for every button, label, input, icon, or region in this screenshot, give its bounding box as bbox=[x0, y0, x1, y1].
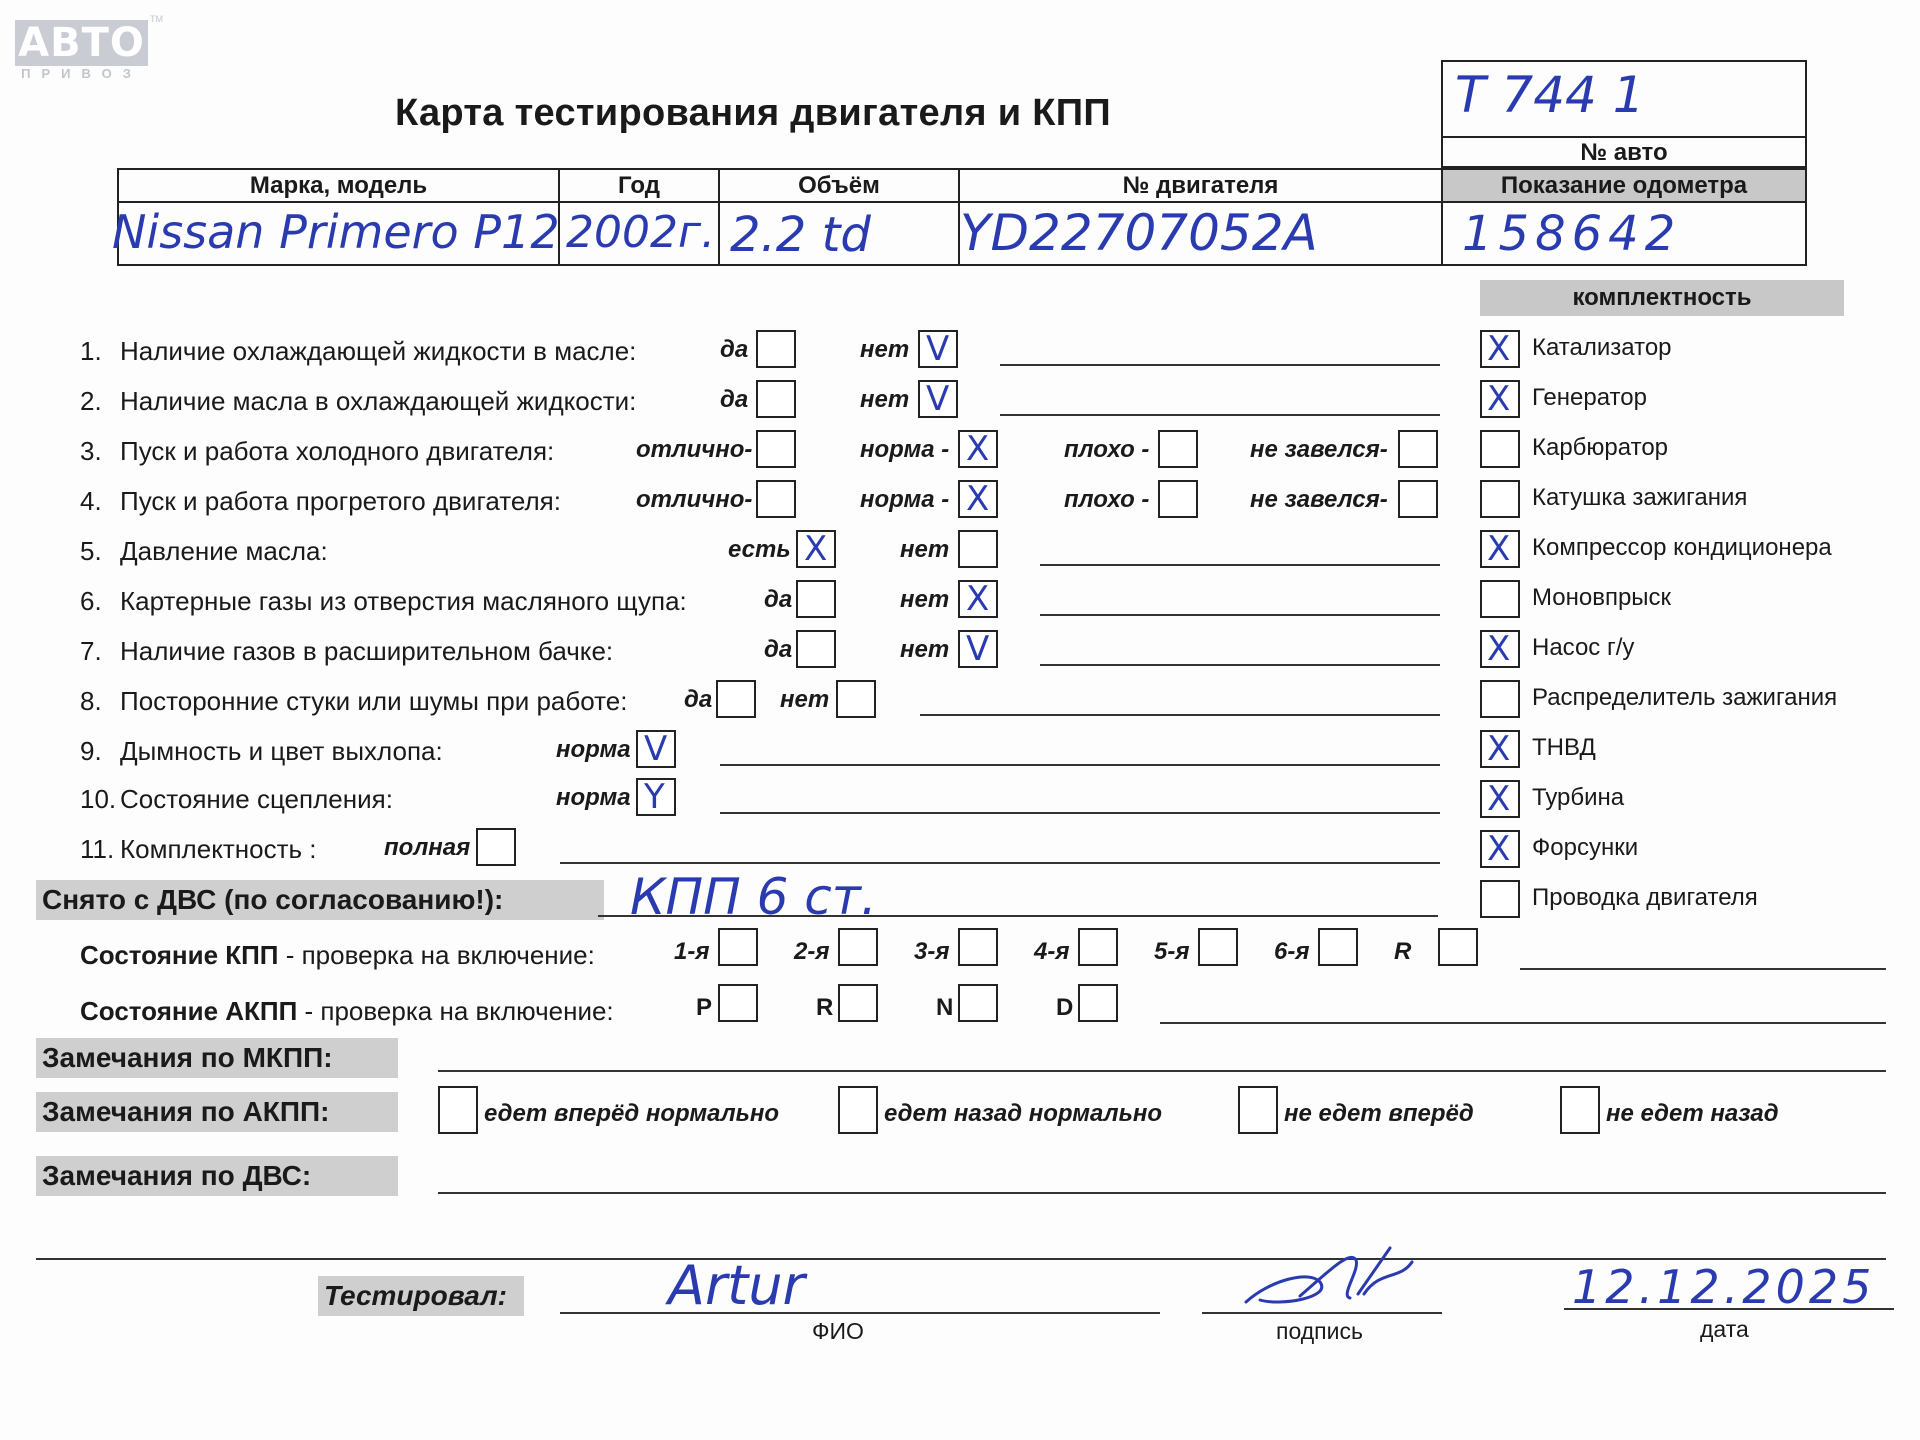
option-label: нет bbox=[900, 586, 950, 613]
auto-number-value: Т 744 1 bbox=[1455, 66, 1645, 124]
tested-label: Тестировал: bbox=[318, 1276, 524, 1316]
option-checkbox[interactable] bbox=[756, 480, 796, 518]
akpp-gear-label: N bbox=[936, 994, 954, 1021]
checkmark-icon: X bbox=[1487, 729, 1511, 769]
option-label: да bbox=[764, 586, 793, 613]
kpp-gear-checkbox[interactable] bbox=[1438, 928, 1478, 966]
remarks-mkpp-label: Замечания по МКПП: bbox=[36, 1038, 398, 1078]
question-text: Посторонние стуки или шумы при работе: bbox=[120, 686, 628, 716]
question-number: 9. bbox=[80, 736, 102, 766]
kpp-gear-checkbox[interactable] bbox=[718, 928, 758, 966]
kit-checkbox[interactable] bbox=[1480, 480, 1520, 518]
kit-checkbox[interactable] bbox=[1480, 430, 1520, 468]
signature-line bbox=[1202, 1312, 1442, 1314]
kpp-label-rest: - проверка на включение: bbox=[278, 940, 595, 970]
option-checkbox[interactable] bbox=[476, 828, 516, 866]
kit-item-label: Форсунки bbox=[1532, 834, 1639, 861]
question-number: 7. bbox=[80, 636, 102, 666]
question-number: 5. bbox=[80, 536, 102, 566]
remarks-dvs-label: Замечания по ДВС: bbox=[36, 1156, 398, 1196]
kit-item-label: Карбюратор bbox=[1532, 434, 1669, 461]
akpp-remark-label: не едет назад bbox=[1606, 1100, 1779, 1127]
question-number: 4. bbox=[80, 486, 102, 516]
logo-trademark: TM bbox=[150, 14, 163, 24]
date-line bbox=[1564, 1308, 1894, 1310]
option-checkbox[interactable] bbox=[756, 430, 796, 468]
remarks-akpp-label: Замечания по АКПП: bbox=[36, 1092, 398, 1132]
akpp-label-bold: Состояние АКПП bbox=[80, 996, 298, 1026]
page-title: Карта тестирования двигателя и КПП bbox=[395, 92, 1111, 134]
kit-item-label: Проводка двигателя bbox=[1532, 884, 1758, 911]
question-number: 6. bbox=[80, 586, 102, 616]
answer-line bbox=[720, 764, 1440, 766]
kit-item-label: Катализатор bbox=[1532, 334, 1672, 361]
akpp-gear-label: R bbox=[816, 994, 834, 1021]
kit-checkbox[interactable] bbox=[1480, 680, 1520, 718]
checkmark-icon: Y bbox=[644, 777, 665, 817]
odometer-header: Показание одометра bbox=[1443, 170, 1805, 201]
option-label: норма bbox=[556, 784, 631, 811]
question-text: Наличие масла в охлаждающей жидкости: bbox=[120, 386, 637, 416]
akpp-remark-checkbox[interactable] bbox=[1560, 1086, 1600, 1134]
question-text: Пуск и работа прогретого двигателя: bbox=[120, 486, 561, 516]
option-checkbox[interactable] bbox=[756, 380, 796, 418]
kit-heading: комплектность bbox=[1480, 280, 1844, 316]
option-label: полная bbox=[384, 834, 471, 861]
option-label: да bbox=[764, 636, 793, 663]
question-number: 11. bbox=[80, 834, 115, 864]
kit-item-label: ТНВД bbox=[1532, 734, 1596, 761]
akpp-remark-label: не едет вперёд bbox=[1284, 1100, 1474, 1127]
akpp-label-rest: - проверка на включение: bbox=[297, 996, 614, 1026]
akpp-remark-checkbox[interactable] bbox=[438, 1086, 478, 1134]
option-label: да bbox=[720, 386, 749, 413]
question-number: 10. bbox=[80, 784, 117, 814]
kpp-gear-checkbox[interactable] bbox=[1198, 928, 1238, 966]
option-checkbox[interactable] bbox=[796, 630, 836, 668]
answer-line bbox=[920, 714, 1440, 716]
option-checkbox[interactable] bbox=[1398, 430, 1438, 468]
name-caption: ФИО bbox=[812, 1318, 864, 1344]
question-number: 2. bbox=[80, 386, 102, 416]
volume-header: Объём bbox=[798, 172, 880, 199]
kpp-gear-checkbox[interactable] bbox=[1078, 928, 1118, 966]
volume-value: 2.2 td bbox=[730, 207, 871, 263]
kpp-line bbox=[1520, 968, 1886, 970]
option-label: да bbox=[720, 336, 749, 363]
option-label: нет bbox=[860, 386, 910, 413]
signature-caption: подпись bbox=[1276, 1318, 1363, 1344]
option-label: отлично- bbox=[636, 436, 753, 463]
option-label: плохо - bbox=[1064, 436, 1150, 463]
checkmark-icon: X bbox=[804, 529, 828, 569]
year-value: 2002г. bbox=[566, 207, 716, 258]
question-text: Наличие охлаждающей жидкости в масле: bbox=[120, 336, 637, 366]
answer-line bbox=[1000, 364, 1440, 366]
checkmark-icon: X bbox=[1487, 379, 1511, 419]
akpp-gear-checkbox[interactable] bbox=[958, 984, 998, 1022]
akpp-label bbox=[80, 996, 614, 1027]
remarks-mkpp-line bbox=[438, 1070, 1886, 1072]
kpp-gear-label: 6-я bbox=[1274, 938, 1310, 965]
answer-line bbox=[1000, 414, 1440, 416]
akpp-remark-checkbox[interactable] bbox=[838, 1086, 878, 1134]
option-checkbox[interactable] bbox=[716, 680, 756, 718]
option-checkbox[interactable] bbox=[756, 330, 796, 368]
akpp-gear-checkbox[interactable] bbox=[838, 984, 878, 1022]
kpp-label bbox=[80, 940, 595, 971]
answer-line bbox=[1040, 614, 1440, 616]
question-text: Состояние сцепления: bbox=[120, 784, 393, 814]
question-text: Дымность и цвет выхлопа: bbox=[120, 736, 443, 766]
checkmark-icon: X bbox=[966, 479, 990, 519]
option-label: норма bbox=[556, 736, 631, 763]
akpp-gear-label: P bbox=[696, 994, 713, 1021]
answer-line bbox=[1040, 564, 1440, 566]
kpp-gear-checkbox[interactable] bbox=[958, 928, 998, 966]
option-label: норма - bbox=[860, 486, 950, 513]
checkmark-icon: X bbox=[1487, 829, 1511, 869]
odometer-value: 158642 bbox=[1462, 206, 1682, 262]
name-line bbox=[560, 1312, 1160, 1314]
option-label: не завелся- bbox=[1250, 436, 1388, 463]
question-text: Картерные газы из отверстия масляного щупа: bbox=[120, 586, 687, 616]
kit-item-label: Насос г/у bbox=[1532, 634, 1635, 661]
option-label: плохо - bbox=[1064, 486, 1150, 513]
akpp-remark-label: едет вперёд нормально bbox=[484, 1100, 780, 1127]
removed-value: КПП 6 ст. bbox=[630, 868, 877, 926]
kit-item-label: Распределитель зажигания bbox=[1532, 684, 1838, 711]
checkmark-icon: X bbox=[1487, 329, 1511, 369]
engine-number-header: № двигателя bbox=[1122, 172, 1279, 199]
checkmark-icon: X bbox=[966, 579, 990, 619]
akpp-gear-checkbox[interactable] bbox=[1078, 984, 1118, 1022]
checkmark-icon: X bbox=[1487, 529, 1511, 569]
removed-label: Снято с ДВС (по согласованию!): bbox=[36, 880, 604, 920]
year-header: Год bbox=[618, 172, 660, 199]
kit-checkbox[interactable] bbox=[1480, 880, 1520, 918]
date-caption: дата bbox=[1700, 1316, 1749, 1342]
option-checkbox[interactable] bbox=[958, 530, 998, 568]
checkmark-icon: X bbox=[1487, 779, 1511, 819]
option-label: отлично- bbox=[636, 486, 753, 513]
kit-item-label: Компрессор кондиционера bbox=[1532, 534, 1832, 561]
kpp-gear-label: 3-я bbox=[914, 938, 950, 965]
akpp-line bbox=[1160, 1022, 1886, 1024]
checkmark-icon: V bbox=[926, 329, 950, 369]
option-checkbox[interactable] bbox=[836, 680, 876, 718]
option-label: есть bbox=[728, 536, 791, 563]
answer-line bbox=[560, 862, 1440, 864]
option-label: нет bbox=[900, 536, 950, 563]
kpp-gear-label: 2-я bbox=[794, 938, 830, 965]
akpp-gear-checkbox[interactable] bbox=[718, 984, 758, 1022]
auto-number-label: № авто bbox=[1580, 139, 1668, 166]
kit-item-label: Генератор bbox=[1532, 384, 1647, 411]
option-checkbox[interactable] bbox=[1398, 480, 1438, 518]
auto-number-divider bbox=[1441, 136, 1807, 138]
removed-line bbox=[598, 915, 1438, 917]
option-checkbox[interactable] bbox=[1158, 480, 1198, 518]
option-label: нет bbox=[780, 686, 830, 713]
kpp-gear-label: R bbox=[1394, 938, 1412, 965]
question-text: Комплектность : bbox=[120, 834, 317, 864]
option-label: нет bbox=[860, 336, 910, 363]
question-text: Давление масла: bbox=[120, 536, 328, 566]
engine-number-value: YD22707052A bbox=[960, 204, 1318, 262]
signature bbox=[1240, 1240, 1420, 1320]
brand-header: Марка, модель bbox=[249, 172, 428, 199]
option-label: нет bbox=[900, 636, 950, 663]
question-text: Пуск и работа холодного двигателя: bbox=[120, 436, 555, 466]
akpp-remark-checkbox[interactable] bbox=[1238, 1086, 1278, 1134]
option-checkbox[interactable] bbox=[1158, 430, 1198, 468]
remarks-dvs-line bbox=[438, 1192, 1886, 1194]
question-text: Наличие газов в расширительном бачке: bbox=[120, 636, 614, 666]
kit-item-label: Моновпрыск bbox=[1532, 584, 1672, 611]
kit-item-label: Катушка зажигания bbox=[1532, 484, 1748, 511]
kit-item-label: Турбина bbox=[1532, 784, 1625, 811]
checkmark-icon: V bbox=[966, 629, 990, 669]
date-value: 12.12.2025 bbox=[1572, 1260, 1876, 1314]
option-label: да bbox=[684, 686, 713, 713]
tester-name: Artur bbox=[668, 1254, 805, 1317]
brand-value: Nissan Primero P12 bbox=[112, 205, 560, 259]
vehicle-table-hline bbox=[117, 201, 1807, 203]
checkmark-icon: V bbox=[926, 379, 950, 419]
logo-subtitle: ПРИВОЗ bbox=[21, 66, 142, 81]
checkmark-icon: X bbox=[966, 429, 990, 469]
akpp-remark-label: едет назад нормально bbox=[884, 1100, 1163, 1127]
kpp-label-bold: Состояние КПП bbox=[80, 940, 279, 970]
option-checkbox[interactable] bbox=[796, 580, 836, 618]
option-label: норма - bbox=[860, 436, 950, 463]
kpp-gear-checkbox[interactable] bbox=[1318, 928, 1358, 966]
avtoprivoz-logo: АВТО bbox=[15, 20, 148, 66]
akpp-gear-label: D bbox=[1056, 994, 1074, 1021]
kit-checkbox[interactable] bbox=[1480, 580, 1520, 618]
checkmark-icon: V bbox=[644, 729, 668, 769]
answer-line bbox=[720, 812, 1440, 814]
question-number: 8. bbox=[80, 686, 102, 716]
question-number: 3. bbox=[80, 436, 102, 466]
question-number: 1. bbox=[80, 336, 102, 366]
kpp-gear-label: 5-я bbox=[1154, 938, 1190, 965]
kpp-gear-label: 1-я bbox=[674, 938, 710, 965]
option-label: не завелся- bbox=[1250, 486, 1388, 513]
kpp-gear-checkbox[interactable] bbox=[838, 928, 878, 966]
answer-line bbox=[1040, 664, 1440, 666]
signature-stroke bbox=[1246, 1248, 1412, 1302]
kpp-gear-label: 4-я bbox=[1034, 938, 1070, 965]
checkmark-icon: X bbox=[1487, 629, 1511, 669]
